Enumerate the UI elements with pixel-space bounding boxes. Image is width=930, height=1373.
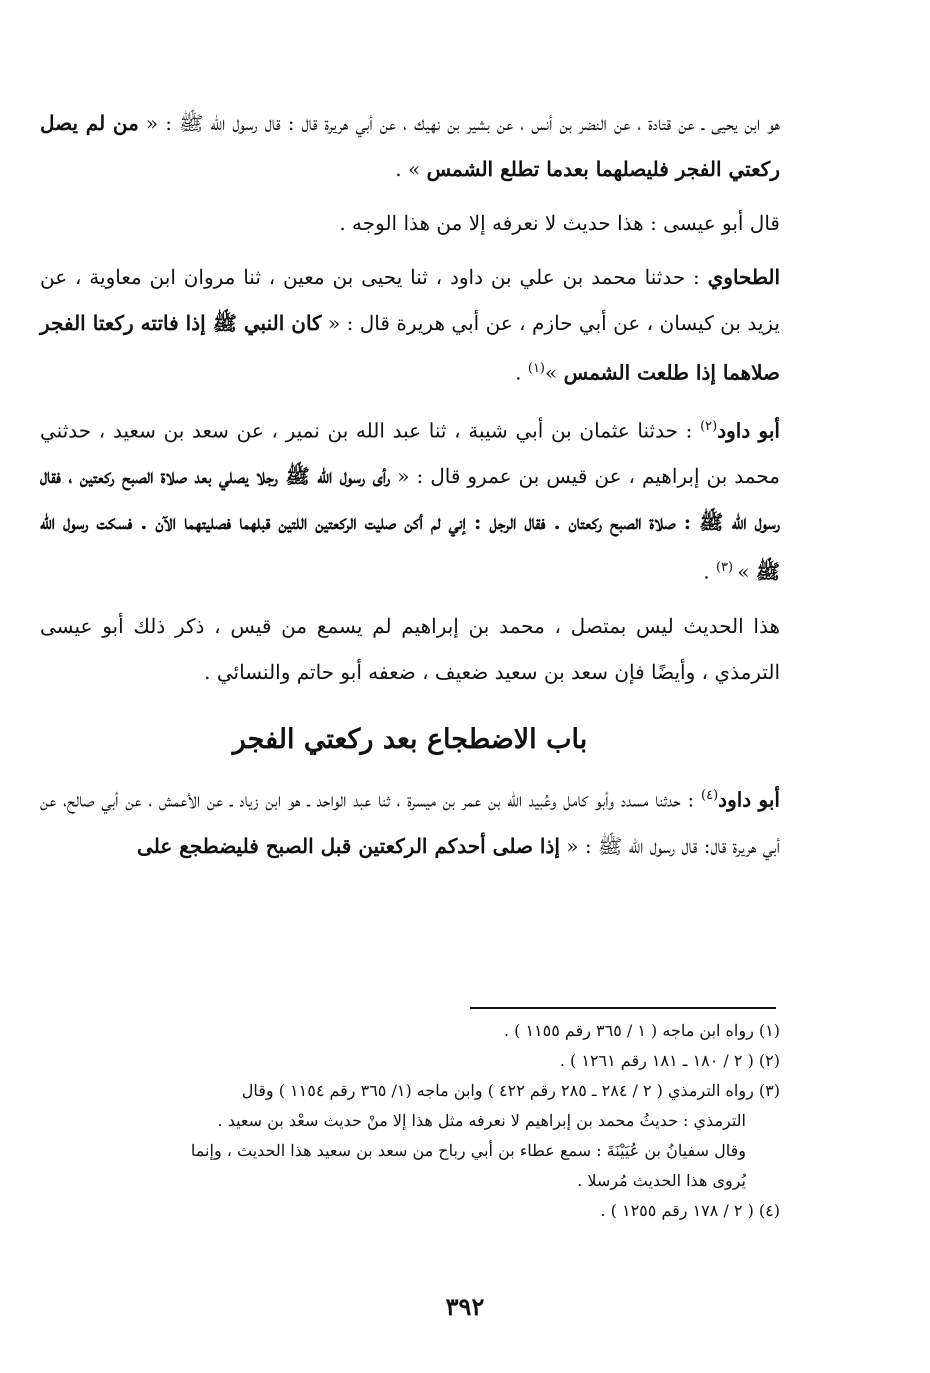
footnote-ref-4: (٤): [701, 787, 719, 803]
footnote-ref-3: (٣): [715, 560, 738, 576]
hadith-text-3: رأى رسول الله ﷺ رجلا يصلي بعد صلاة الصبح ركعتين ، فقال رسول الله ﷺ : صلاة الصبح ركعتان . فقال الرجل : إني لم أكن صليت الركعتين اللتين قبلهما فصليتهما الآن . فسكت رسول الله ﷺ: [40, 464, 780, 584]
footnote-ref-2: (٢): [700, 418, 718, 434]
paragraph-3: [40, 254, 780, 396]
footnote-ref-1: (١): [527, 361, 545, 376]
hadith-text-4: إذا صلى أحدكم الركعتين قبل الصبح فليضطجع على: [137, 833, 560, 858]
paragraph-4-end: .: [703, 559, 716, 584]
narrator-name-abu-dawud: أبو داود: [717, 418, 780, 443]
footnotes: [40, 1016, 780, 1226]
paragraph-1-end: » .: [395, 157, 427, 181]
quote-close: »: [737, 559, 756, 584]
paragraph-4: [40, 404, 780, 595]
narrator-name-tahawi: الطحاوي: [707, 265, 780, 289]
paragraph-1: [40, 100, 780, 192]
footnote-3-continued: وقال سفيانُ بن عُيَيْنَةَ : سمع عطاء بن أبي رباح من سعد بن سعيد هذا الحديث ، وإنما: [190, 1141, 746, 1160]
paragraph-1-text: هو ابن يحيى ـ عن قتادة ، عن النضر بن أنس ، عن بشير بن نهيك ، عن أبي هريرة قال : قال رسول الله ﷺ : «: [138, 111, 780, 135]
chapter-heading: باب الاضطجاع بعد ركعتي الفجر: [232, 723, 588, 755]
paragraph-2: قال أبو عيسى : هذا حديث لا نعرفه إلا من هذا الوجه .: [339, 211, 780, 235]
footnote-2: (٢) ( ٢ / ١٨٠ ـ ١٨١ رقم ١٢٦١ ) .: [559, 1051, 780, 1070]
hadith-text-2: كان النبي ﷺ إذا فاتته ركعتا الفجر صلاهما إذا طلعت الشمس: [40, 311, 780, 385]
footnote-3-continued: الترمذي : حديثُ محمد بن إبراهيم لا نعرفه مثل هذا إلا منْ حديث سعْد بن سعيد .: [217, 1111, 746, 1130]
quote-close: »: [545, 360, 564, 385]
paragraph-4-text: : حدثنا عثمان بن أبي شيبة ، ثنا عبد الله بن نمير ، عن سعد بن سعيد ، حدثني محمد بن إبراهيم ، عن قيس بن عمرو قال : «: [40, 418, 780, 489]
paragraph-6-text: : حدثنا مسدد وأبو كامل وعُبيد الله بن عمر بن ميسرة ، ثنا عبد الواحد ـ هو ابن زياد ـ عن الأعمش ، عن أبي صالح، عن أبي هريرة قال: قال رسول الله ﷺ : «: [40, 787, 780, 858]
narrator-name-abu-dawud-2: أبو داود: [718, 787, 780, 812]
page-number: ٣٩٢: [445, 1292, 485, 1321]
main-text: [40, 100, 780, 869]
paragraph-6: [40, 773, 780, 869]
footnote-1: (١) رواه ابن ماجه ( ١ / ٣٦٥ رقم ١١٥٥ ) .: [503, 1021, 780, 1040]
footnote-3: (٣) رواه الترمذي ( ٢ / ٢٨٤ ـ ٢٨٥ رقم ٤٢٢ ) وابن ماجه (١/ ٣٦٥ رقم ١١٥٤ ) وقال: [241, 1081, 780, 1100]
footnote-4: (٤) ( ٢ / ١٧٨ رقم ١٢٥٥ ) .: [600, 1201, 780, 1220]
paragraph-5: هذا الحديث ليس بمتصل ، محمد بن إبراهيم لم يسمع من قيس ، ذكر ذلك أبو عيسى الترمذي ، وأيضًا فإن سعد بن سعيد ضعيف ، ضعفه أبو حاتم والنسائي .: [40, 613, 780, 684]
footnote-separator: [470, 1007, 776, 1009]
paragraph-3-end: .: [515, 360, 528, 385]
paragraph-3-text: : حدثنا محمد بن علي بن داود ، ثنا يحيى بن معين ، ثنا مروان ابن معاوية ، عن يزيد بن كيسان ، عن أبي حازم ، عن أبي هريرة قال : «: [40, 265, 780, 335]
hadith-text-1: من لم يصل ركعتي الفجر فليصلهما بعدما تطلع الشمس: [40, 111, 780, 181]
footnote-3-continued: يُروى هذا الحديث مُرسلا .: [577, 1171, 746, 1190]
